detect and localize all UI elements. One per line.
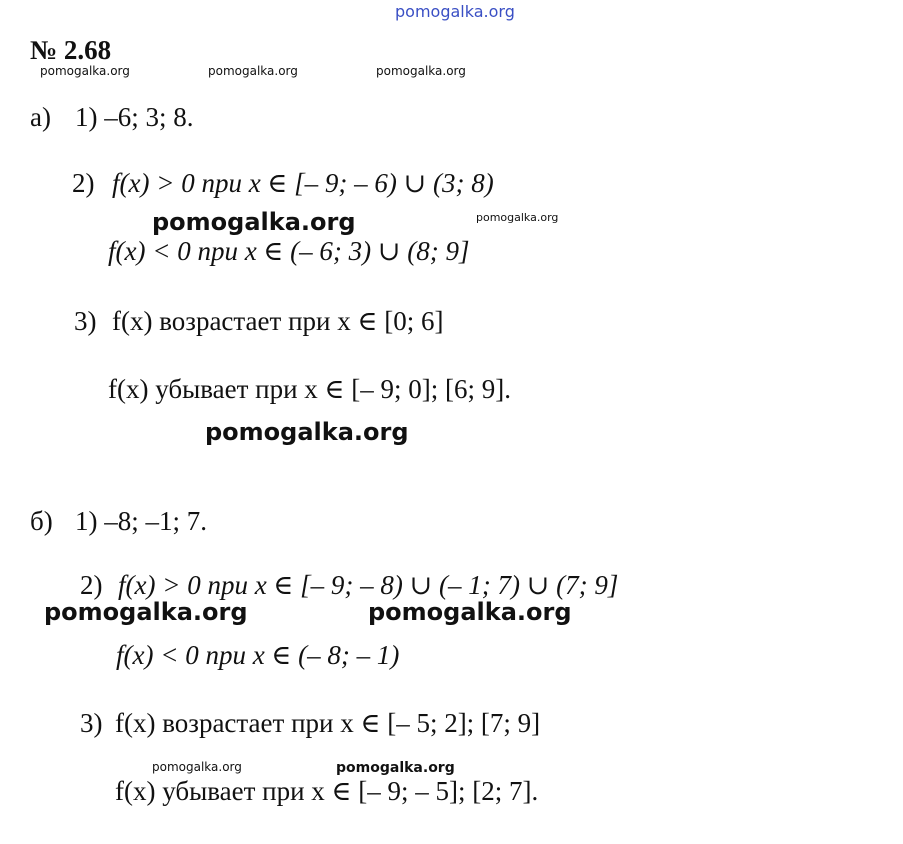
part-b-item-1: 1) –8; –1; 7. [75, 506, 207, 536]
watermark-b-medium: pomogalka.org [336, 760, 455, 776]
watermark-b-big-right: pomogalka.org [368, 598, 572, 626]
watermark-a-big: pomogalka.org [152, 208, 356, 236]
part-a-item-3-line-2: f(x) убывает при x ∈ [– 9; 0]; [6; 9]. [108, 374, 512, 404]
problem-title: № 2.68 [30, 35, 112, 65]
watermark-b-small: pomogalka.org [152, 760, 242, 774]
watermark-a-small: pomogalka.org [476, 211, 559, 224]
part-b-item-2-line-1: f(x) > 0 при x ∈ [– 9; – 8) ∪ (– 1; 7) ∪ (7; 9] [118, 570, 619, 600]
watermark-header-3: pomogalka.org [376, 64, 466, 78]
part-b-label: б) [30, 506, 53, 536]
part-a-item-3-number: 3) [74, 306, 97, 336]
part-b-item-2-line-2: f(x) < 0 при x ∈ (– 8; – 1) [116, 640, 400, 670]
watermark-b-big-left: pomogalka.org [44, 598, 248, 626]
part-b-item-2-number: 2) [80, 570, 103, 600]
part-a-item-2-number: 2) [72, 168, 95, 198]
watermark-header-1: pomogalka.org [40, 64, 130, 78]
watermark-a-big-2: pomogalka.org [205, 418, 409, 446]
watermark-top: pomogalka.org [395, 2, 515, 21]
watermark-header-2: pomogalka.org [208, 64, 298, 78]
part-a-item-2-line-2: f(x) < 0 при x ∈ (– 6; 3) ∪ (8; 9] [108, 236, 470, 266]
part-a-item-3-line-1: f(x) возрастает при x ∈ [0; 6] [112, 306, 444, 336]
part-b-item-3-number: 3) [80, 708, 103, 738]
part-a-label: а) [30, 102, 51, 132]
part-a-item-1: 1) –6; 3; 8. [75, 102, 194, 132]
part-b-item-3-line-2: f(x) убывает при x ∈ [– 9; – 5]; [2; 7]. [115, 776, 539, 806]
part-a-item-2-line-1: f(x) > 0 при x ∈ [– 9; – 6) ∪ (3; 8) [112, 168, 494, 198]
part-b-item-3-line-1: f(x) возрастает при x ∈ [– 5; 2]; [7; 9] [115, 708, 541, 738]
